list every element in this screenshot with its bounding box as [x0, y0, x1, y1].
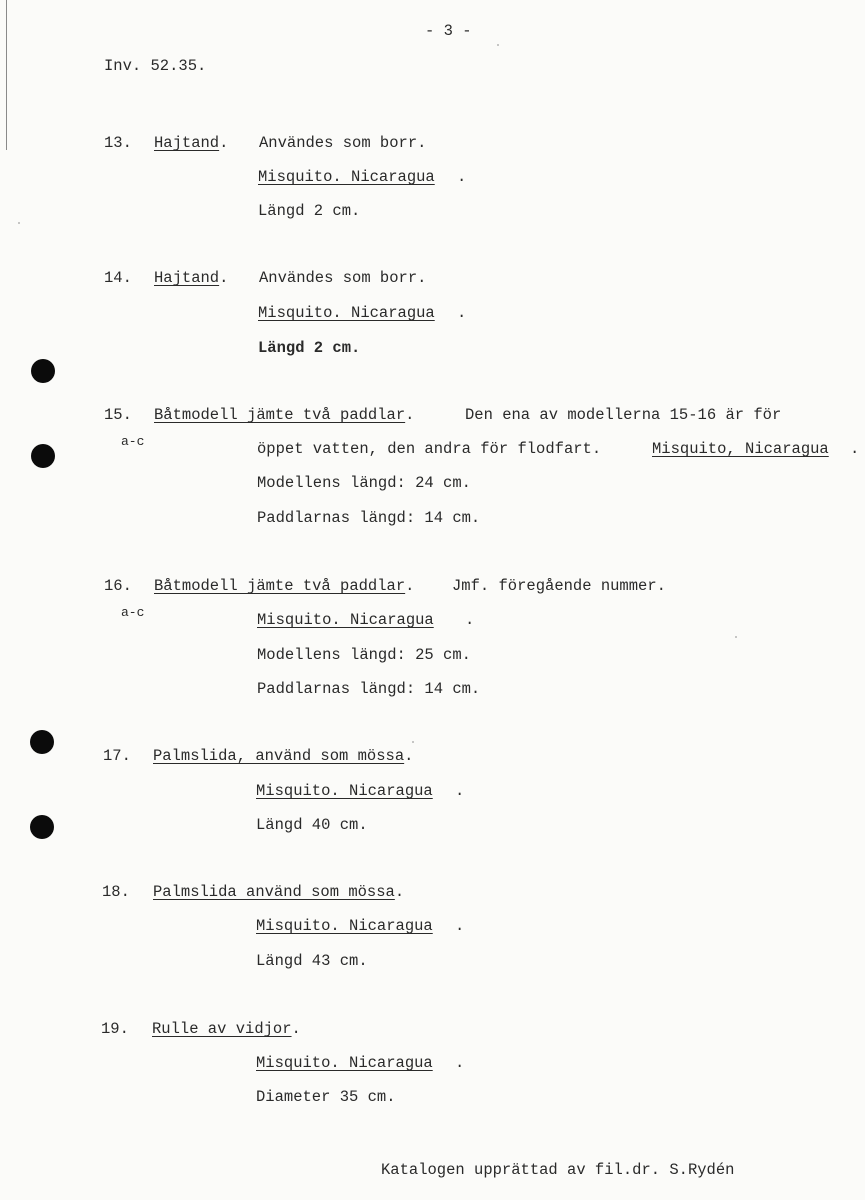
entry-measure-paddles: Paddlarnas längd: 14 cm. — [257, 680, 481, 698]
entry-period: . — [455, 917, 465, 935]
entry-title-line: Båtmodell jämte två paddlar. — [154, 577, 415, 595]
entry-period: . — [455, 1054, 465, 1072]
page-left-edge — [6, 0, 7, 150]
speck — [497, 44, 499, 46]
entry-subparts: a-c — [121, 605, 145, 620]
entry-measure: Diameter 35 cm. — [256, 1088, 396, 1106]
entry-period: . — [457, 168, 467, 186]
entry-origin: Misquito. Nicaragua — [256, 782, 433, 800]
catalog-author-footer: Katalogen upprättad av fil.dr. S.Rydén — [381, 1161, 735, 1179]
inventory-number: Inv. 52.35. — [104, 57, 207, 75]
entry-period: . — [457, 304, 467, 322]
entry-title: Rulle av vidjor — [152, 1020, 292, 1038]
entry-measure: Längd 40 cm. — [256, 816, 368, 834]
entry-origin: Misquito, Nicaragua — [652, 440, 829, 458]
entry-number: 14. — [104, 269, 132, 287]
entry-measure-model: Modellens längd: 24 cm. — [257, 474, 471, 492]
entry-number: 17. — [103, 747, 131, 765]
entry-origin: Misquito. Nicaragua — [256, 917, 433, 935]
entry-number: 19. — [101, 1020, 129, 1038]
entry-title: Hajtand — [154, 269, 220, 287]
punch-hole — [30, 730, 54, 754]
punch-hole — [30, 815, 54, 839]
entry-origin: Misquito. Nicaragua — [258, 168, 435, 186]
entry-measure-paddles: Paddlarnas längd: 14 cm. — [257, 509, 481, 527]
entry-title: Båtmodell jämte två paddlar — [154, 406, 406, 424]
entry-title: Båtmodell jämte två paddlar — [154, 577, 406, 595]
entry-measure: Längd 2 cm. — [258, 202, 361, 220]
entry-description: Användes som borr. — [259, 269, 427, 287]
entry-measure: Längd 43 cm. — [256, 952, 368, 970]
entry-origin: Misquito. Nicaragua — [257, 611, 434, 629]
entry-title-line: Hajtand. — [154, 134, 229, 152]
entry-period: . — [850, 440, 860, 458]
entry-origin: Misquito. Nicaragua — [256, 1054, 433, 1072]
punch-hole — [31, 359, 55, 383]
entry-origin: Misquito. Nicaragua — [258, 304, 435, 322]
entry-description: Den ena av modellerna 15-16 är för — [465, 406, 782, 424]
speck — [18, 222, 20, 224]
entry-number: 18. — [102, 883, 130, 901]
entry-number: 16. — [104, 577, 132, 595]
entry-title: Palmslida använd som mössa — [153, 883, 395, 901]
entry-period: . — [455, 782, 465, 800]
entry-title-line: Rulle av vidjor. — [152, 1020, 301, 1038]
entry-measure: Längd 2 cm. — [258, 339, 361, 357]
entry-description-cont: öppet vatten, den andra för flodfart. — [257, 440, 602, 458]
entry-measure-model: Modellens längd: 25 cm. — [257, 646, 471, 664]
punch-hole — [31, 444, 55, 468]
entry-number: 13. — [104, 134, 132, 152]
entry-title-line: Palmslida, använd som mössa. — [153, 747, 414, 765]
speck — [412, 741, 414, 743]
entry-title-line: Båtmodell jämte två paddlar. — [154, 406, 415, 424]
entry-title: Hajtand — [154, 134, 220, 152]
entry-period: . — [465, 611, 475, 629]
entry-description: Jmf. föregående nummer. — [452, 577, 666, 595]
entry-subparts: a-c — [121, 434, 145, 449]
page-number: - 3 - — [425, 22, 472, 40]
entry-title: Palmslida, använd som mössa — [153, 747, 405, 765]
entry-description: Användes som borr. — [259, 134, 427, 152]
entry-title-line: Hajtand. — [154, 269, 229, 287]
entry-title-line: Palmslida använd som mössa. — [153, 883, 405, 901]
entry-number: 15. — [104, 406, 132, 424]
speck — [735, 636, 737, 638]
